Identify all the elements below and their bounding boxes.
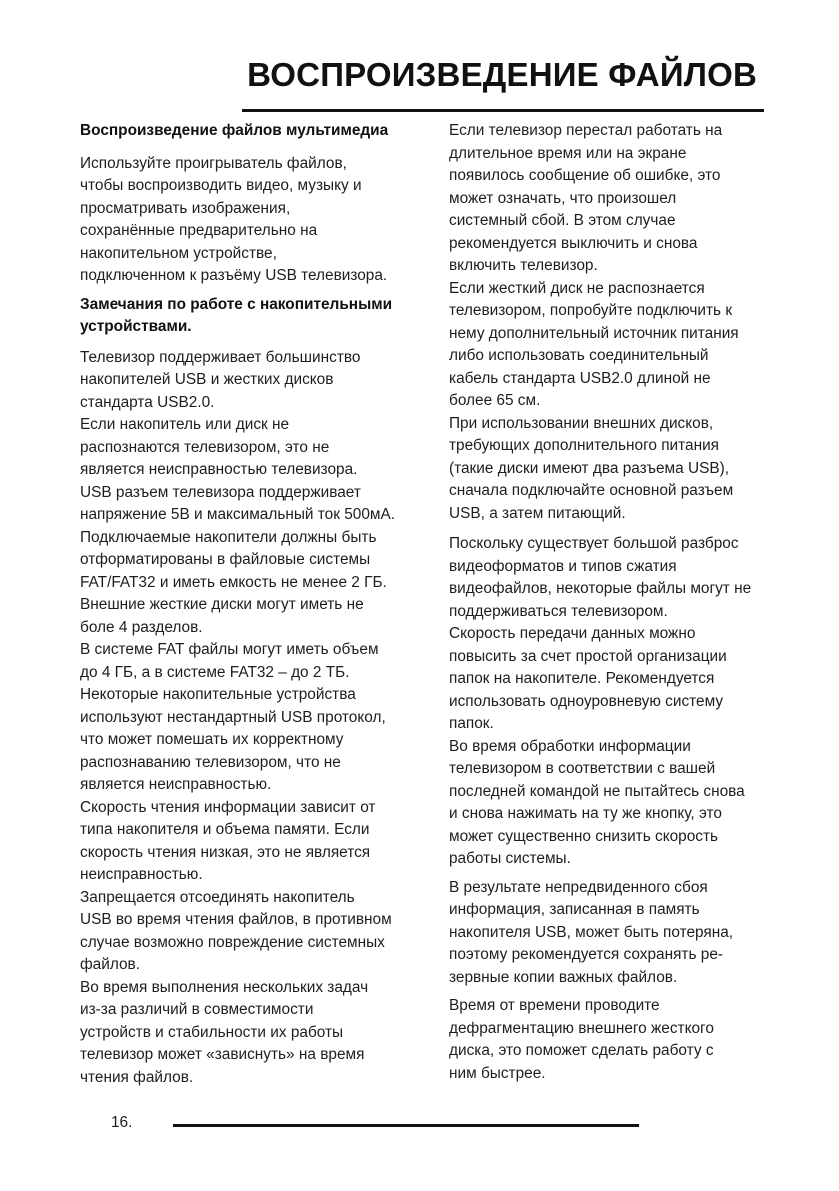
intro-paragraph: Используйте проигрыватель файлов, чтобы воспроизводить видео, музыку и просматривать изображения, сохранённые предварительно на накопительном устройстве, подключенном к разъёму USB телевизора. bbox=[80, 154, 388, 284]
defragmentation-paragraph: Время от времени проводите дефрагментацию внешнего жесткого диска, это поможет сделать работу с ним быстрее. bbox=[449, 997, 714, 1082]
section-heading-storage-notes: Замечания по работе с накопительными устройствами. bbox=[80, 295, 393, 335]
title-divider bbox=[242, 109, 764, 112]
formats-paragraph: Поскольку существует большой разброс видеоформатов и типов сжатия видеофайлов, некоторые файлы могут не поддерживаться телевизором. Скорость передачи данных можно повысить за счет простой организации папок на накопителе. Рекомендуется использовать одноуровневую систему папок. Во время обработки информации телевизором в соответствии с вашей последней командой не пытайтесь снова и снова нажимать на ту же кнопку, это может существенно снизить скорость работы системы. bbox=[449, 535, 752, 867]
system-failure-paragraph: Если телевизор перестал работать на длительное время или на экране появилось сообщение об ошибке, это может означать, что произошел системный сбой. В этом случае рекомендуется выключить и снова включить телевизор. Если жесткий диск не распознается телевизором, попробуйте подключить к нему дополнительный источник питания либо использовать соединительный кабель стандарта USB2.0 длиной не более 65 см. При использовании внешних дисков, требующих дополнительного питания (такие диски имеют два разъема USB), сначала подключайте основной разъем USB, а затем питающий. bbox=[449, 122, 739, 522]
left-column bbox=[80, 120, 410, 1089]
right-column bbox=[449, 120, 769, 1085]
backup-paragraph: В результате непредвиденного сбоя информация, записанная в память накопителя USB, может быть потеряна, поэтому рекомендуется сохранять ре- зервные копии важных файлов. bbox=[449, 878, 734, 986]
footer-divider bbox=[173, 1124, 639, 1127]
section-heading-multimedia: Воспроизведение файлов мультимедиа bbox=[80, 122, 389, 139]
storage-notes-paragraph: Телевизор поддерживает большинство накопителей USB и жестких дисков стандарта USB2.0. Если накопитель или диск не распознаются телевизором, это не является неисправностью телевизора. USB разъем телевизора поддерживает напряжение 5В и максимальный ток 500мА. Подключаемые накопители должны быть отформатированы в файловые системы FAT/FAT32 и иметь емкость не менее 2 ГБ. Внешние жесткие диски могут иметь не боле 4 разделов. В системе FAT файлы могут иметь объем до 4 ГБ, а в системе FAT32 – до 2 ТБ. Некоторые накопительные устройства используют нестандартный USB протокол, что может помешать их корректному распознаванию телевизором, что не является неисправностью. Скорость чтения информации зависит от типа накопителя и объема памяти. Если скорость чтения низкая, это не является неисправностью. Запрещается отсоединять накопитель USB во время чтения файлов, в противном случае возможно повреждение системных файлов. Во время выполнения нескольких задач из-за различий в совместимости устройств и стабильности их работы телевизор может «зависнуть» на время чтения файлов. bbox=[80, 348, 396, 1086]
page-number: 16. bbox=[111, 1114, 133, 1131]
page-title: ВОСПРОИЗВЕДЕНИЕ ФАЙЛОВ bbox=[247, 56, 757, 93]
